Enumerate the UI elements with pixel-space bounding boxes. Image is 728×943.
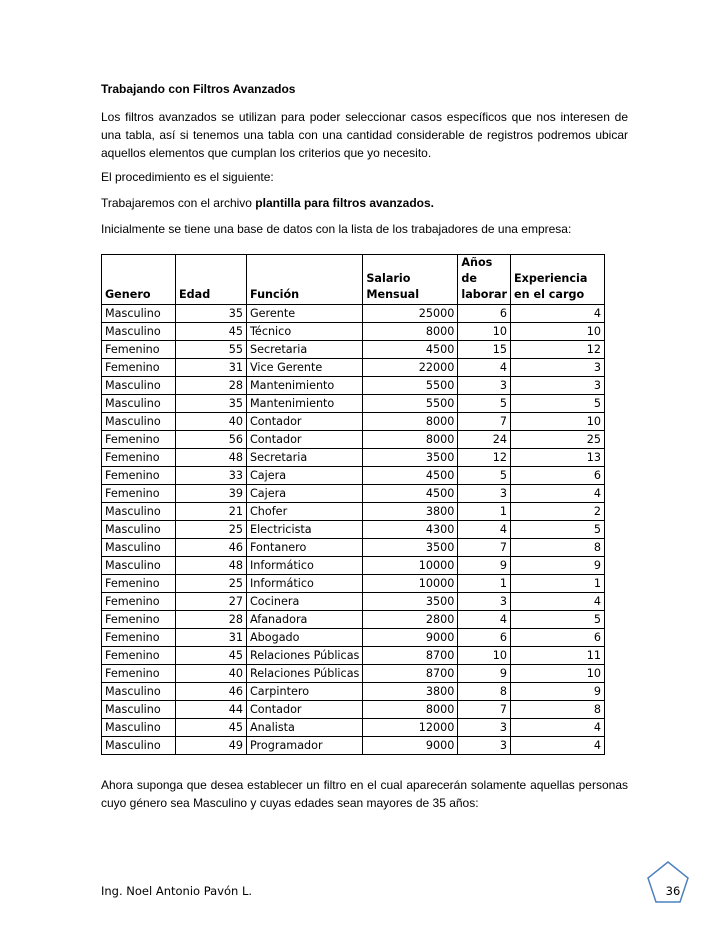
- genero-cell: Masculino: [102, 503, 176, 521]
- anos-cell: 1: [458, 503, 511, 521]
- funcion-cell: Secretaria: [247, 341, 363, 359]
- salario-cell: 4500: [363, 485, 458, 503]
- genero-cell: Femenino: [102, 593, 176, 611]
- table-row: [102, 323, 605, 341]
- anos-cell: 4: [458, 359, 511, 377]
- genero-cell: Femenino: [102, 611, 176, 629]
- experiencia-cell: 13: [511, 449, 605, 467]
- salario-cell: 4500: [363, 467, 458, 485]
- table-row: [102, 377, 605, 395]
- experiencia-cell: 8: [511, 701, 605, 719]
- salario-cell: 25000: [363, 305, 458, 323]
- genero-cell: Masculino: [102, 377, 176, 395]
- genero-cell: Masculino: [102, 737, 176, 755]
- experiencia-cell: 10: [511, 323, 605, 341]
- genero-cell: Femenino: [102, 467, 176, 485]
- salario-cell: 12000: [363, 719, 458, 737]
- funcion-cell: Chofer: [247, 503, 363, 521]
- genero-cell: Masculino: [102, 521, 176, 539]
- anos-cell: 9: [458, 557, 511, 575]
- funcion-cell: Cajera: [247, 467, 363, 485]
- header-funcion: Función: [247, 255, 363, 305]
- table-header-row: [102, 255, 605, 305]
- table-row: [102, 719, 605, 737]
- anos-cell: 7: [458, 413, 511, 431]
- funcion-cell: Técnico: [247, 323, 363, 341]
- page-number: 36: [665, 884, 681, 898]
- experiencia-cell: 4: [511, 485, 605, 503]
- anos-cell: 3: [458, 377, 511, 395]
- experiencia-cell: 4: [511, 737, 605, 755]
- genero-cell: Femenino: [102, 647, 176, 665]
- anos-cell: 7: [458, 539, 511, 557]
- anos-cell: 10: [458, 647, 511, 665]
- table-row: [102, 305, 605, 323]
- salario-cell: 2800: [363, 611, 458, 629]
- funcion-cell: Vice Gerente: [247, 359, 363, 377]
- edad-cell: 25: [176, 521, 247, 539]
- salario-cell: 10000: [363, 575, 458, 593]
- anos-cell: 9: [458, 665, 511, 683]
- table-row: [102, 629, 605, 647]
- salario-cell: 5500: [363, 377, 458, 395]
- anos-cell: 4: [458, 521, 511, 539]
- section-title: Trabajando con Filtros Avanzados: [101, 82, 296, 96]
- salario-cell: 8000: [363, 323, 458, 341]
- edad-cell: 48: [176, 557, 247, 575]
- salario-cell: 8700: [363, 665, 458, 683]
- experiencia-cell: 5: [511, 611, 605, 629]
- genero-cell: Masculino: [102, 539, 176, 557]
- edad-cell: 55: [176, 341, 247, 359]
- genero-cell: Femenino: [102, 359, 176, 377]
- salario-cell: 4500: [363, 341, 458, 359]
- table-row: [102, 665, 605, 683]
- funcion-cell: Carpintero: [247, 683, 363, 701]
- table-row: [102, 431, 605, 449]
- header-genero: Genero: [102, 255, 176, 305]
- anos-cell: 8: [458, 683, 511, 701]
- header-salario: Salario Mensual: [363, 255, 458, 305]
- experiencia-cell: 5: [511, 521, 605, 539]
- experiencia-cell: 4: [511, 305, 605, 323]
- salario-cell: 3800: [363, 683, 458, 701]
- anos-cell: 6: [458, 629, 511, 647]
- salario-cell: 22000: [363, 359, 458, 377]
- edad-cell: 49: [176, 737, 247, 755]
- edad-cell: 28: [176, 611, 247, 629]
- database-paragraph: Inicialmente se tiene una base de datos con la lista de los trabajadores de una empresa:: [101, 222, 572, 236]
- intro-paragraph: Los filtros avanzados se utilizan para poder seleccionar casos específicos que nos interesen de una tabla, así si tenemos una tabla con una cantidad considerable de registros podremos ubicar aquellos elementos que cumplan los criterios que yo necesito.: [101, 110, 628, 160]
- salario-cell: 8000: [363, 701, 458, 719]
- funcion-cell: Electricista: [247, 521, 363, 539]
- funcion-cell: Cocinera: [247, 593, 363, 611]
- genero-cell: Femenino: [102, 485, 176, 503]
- table-row: [102, 611, 605, 629]
- table-row: [102, 503, 605, 521]
- anos-cell: 3: [458, 737, 511, 755]
- table-row: [102, 737, 605, 755]
- salario-cell: 9000: [363, 629, 458, 647]
- edad-cell: 35: [176, 305, 247, 323]
- funcion-cell: Relaciones Públicas: [247, 665, 363, 683]
- genero-cell: Masculino: [102, 323, 176, 341]
- funcion-cell: Mantenimiento: [247, 377, 363, 395]
- table-row: [102, 701, 605, 719]
- anos-cell: 3: [458, 485, 511, 503]
- funcion-cell: Informático: [247, 557, 363, 575]
- experiencia-cell: 10: [511, 413, 605, 431]
- table-row: [102, 359, 605, 377]
- experiencia-cell: 1: [511, 575, 605, 593]
- footer-author: Ing. Noel Antonio Pavón L.: [101, 884, 253, 898]
- funcion-cell: Gerente: [247, 305, 363, 323]
- genero-cell: Femenino: [102, 629, 176, 647]
- funcion-cell: Relaciones Públicas: [247, 647, 363, 665]
- edad-cell: 46: [176, 683, 247, 701]
- experiencia-cell: 9: [511, 683, 605, 701]
- table-row: [102, 521, 605, 539]
- funcion-cell: Mantenimiento: [247, 395, 363, 413]
- salario-cell: 9000: [363, 737, 458, 755]
- experiencia-cell: 12: [511, 341, 605, 359]
- employees-table: [101, 254, 605, 755]
- table-row: [102, 539, 605, 557]
- experiencia-cell: 3: [511, 377, 605, 395]
- genero-cell: Femenino: [102, 341, 176, 359]
- table-row: [102, 449, 605, 467]
- genero-cell: Masculino: [102, 701, 176, 719]
- funcion-cell: Informático: [247, 575, 363, 593]
- funcion-cell: Analista: [247, 719, 363, 737]
- genero-cell: Masculino: [102, 395, 176, 413]
- genero-cell: Masculino: [102, 413, 176, 431]
- edad-cell: 21: [176, 503, 247, 521]
- funcion-cell: Abogado: [247, 629, 363, 647]
- filter-paragraph: Ahora suponga que desea establecer un filtro en el cual aparecerán solamente aquellas personas cuyo género sea Masculino y cuyas edades sean mayores de 35 años:: [101, 778, 628, 810]
- table-row: [102, 413, 605, 431]
- salario-cell: 3500: [363, 449, 458, 467]
- anos-cell: 5: [458, 395, 511, 413]
- edad-cell: 56: [176, 431, 247, 449]
- edad-cell: 45: [176, 719, 247, 737]
- anos-cell: 24: [458, 431, 511, 449]
- experiencia-cell: 4: [511, 719, 605, 737]
- experiencia-cell: 4: [511, 593, 605, 611]
- file-paragraph-prefix: Trabajaremos con el archivo: [101, 196, 256, 210]
- anos-cell: 7: [458, 701, 511, 719]
- salario-cell: 3500: [363, 539, 458, 557]
- experiencia-cell: 2: [511, 503, 605, 521]
- edad-cell: 45: [176, 323, 247, 341]
- edad-cell: 31: [176, 359, 247, 377]
- anos-cell: 3: [458, 593, 511, 611]
- anos-cell: 12: [458, 449, 511, 467]
- edad-cell: 44: [176, 701, 247, 719]
- experiencia-cell: 10: [511, 665, 605, 683]
- experiencia-cell: 3: [511, 359, 605, 377]
- salario-cell: 10000: [363, 557, 458, 575]
- table-row: [102, 485, 605, 503]
- funcion-cell: Contador: [247, 431, 363, 449]
- genero-cell: Femenino: [102, 431, 176, 449]
- salario-cell: 5500: [363, 395, 458, 413]
- table-row: [102, 557, 605, 575]
- salario-cell: 4300: [363, 521, 458, 539]
- edad-cell: 35: [176, 395, 247, 413]
- anos-cell: 6: [458, 305, 511, 323]
- genero-cell: Femenino: [102, 665, 176, 683]
- table-row: [102, 341, 605, 359]
- table-row: [102, 593, 605, 611]
- anos-cell: 5: [458, 467, 511, 485]
- funcion-cell: Afanadora: [247, 611, 363, 629]
- table-row: [102, 395, 605, 413]
- anos-cell: 3: [458, 719, 511, 737]
- edad-cell: 48: [176, 449, 247, 467]
- header-experiencia: Experiencia en el cargo: [511, 255, 605, 305]
- edad-cell: 40: [176, 665, 247, 683]
- edad-cell: 45: [176, 647, 247, 665]
- table-row: [102, 467, 605, 485]
- experiencia-cell: 6: [511, 629, 605, 647]
- genero-cell: Masculino: [102, 683, 176, 701]
- genero-cell: Femenino: [102, 449, 176, 467]
- file-paragraph: [101, 194, 628, 212]
- funcion-cell: Programador: [247, 737, 363, 755]
- salario-cell: 8700: [363, 647, 458, 665]
- salario-cell: 3800: [363, 503, 458, 521]
- edad-cell: 40: [176, 413, 247, 431]
- experiencia-cell: 25: [511, 431, 605, 449]
- funcion-cell: Secretaria: [247, 449, 363, 467]
- funcion-cell: Cajera: [247, 485, 363, 503]
- edad-cell: 27: [176, 593, 247, 611]
- table-row: [102, 647, 605, 665]
- table-row: [102, 575, 605, 593]
- experiencia-cell: 6: [511, 467, 605, 485]
- table-row: [102, 683, 605, 701]
- experiencia-cell: 8: [511, 539, 605, 557]
- genero-cell: Femenino: [102, 575, 176, 593]
- genero-cell: Masculino: [102, 305, 176, 323]
- genero-cell: Masculino: [102, 719, 176, 737]
- edad-cell: 33: [176, 467, 247, 485]
- anos-cell: 15: [458, 341, 511, 359]
- funcion-cell: Fontanero: [247, 539, 363, 557]
- genero-cell: Masculino: [102, 557, 176, 575]
- experiencia-cell: 5: [511, 395, 605, 413]
- funcion-cell: Contador: [247, 413, 363, 431]
- funcion-cell: Contador: [247, 701, 363, 719]
- experiencia-cell: 9: [511, 557, 605, 575]
- edad-cell: 28: [176, 377, 247, 395]
- procedure-paragraph: El procedimiento es el siguiente:: [101, 170, 274, 184]
- anos-cell: 10: [458, 323, 511, 341]
- file-name: plantilla para filtros avanzados.: [255, 196, 435, 210]
- salario-cell: 8000: [363, 413, 458, 431]
- edad-cell: 31: [176, 629, 247, 647]
- edad-cell: 46: [176, 539, 247, 557]
- salario-cell: 8000: [363, 431, 458, 449]
- anos-cell: 4: [458, 611, 511, 629]
- salario-cell: 3500: [363, 593, 458, 611]
- edad-cell: 39: [176, 485, 247, 503]
- header-edad: Edad: [176, 255, 247, 305]
- anos-cell: 1: [458, 575, 511, 593]
- header-anos: Años de laborar: [458, 255, 511, 305]
- edad-cell: 25: [176, 575, 247, 593]
- experiencia-cell: 11: [511, 647, 605, 665]
